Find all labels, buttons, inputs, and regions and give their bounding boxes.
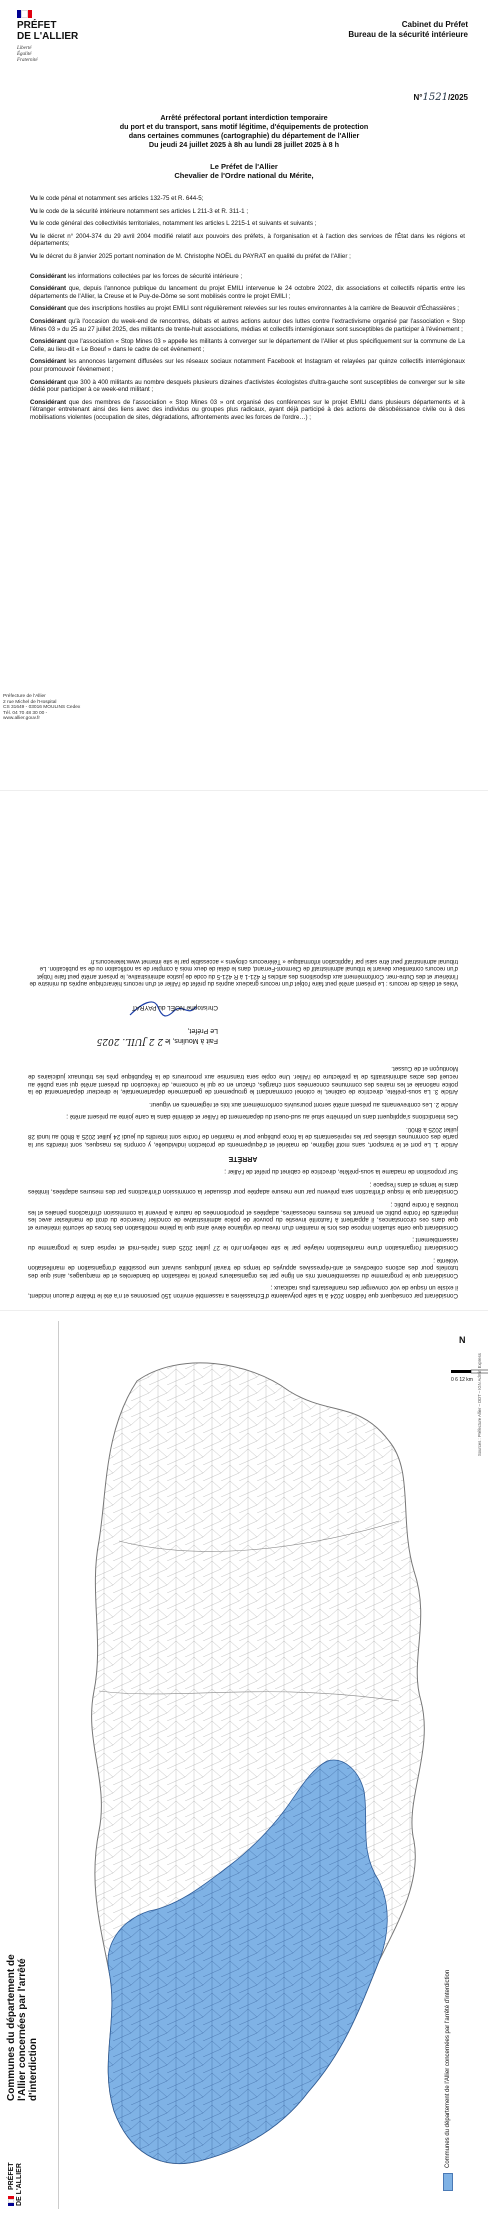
number-suffix: /2025 <box>447 93 468 102</box>
vu-lead: Vu <box>30 252 38 260</box>
department-map <box>59 1321 484 2209</box>
considerant-text: que des membres de l'association « Stop Mines 03 » ont organisé des conférences sur le projet EMILI dans plusieurs départements et à l'étranger entretenant ainsi des liens avec des individus ou groupes plus radicaux, ayant déjà participé à des actions de désobéissance civile ou à des mobilisations violentes (occupation de sites, dégradations, affrontements avec les forces de l'ordre…) ; <box>30 398 465 421</box>
considerant-paragraph: Considérant que le risque d'infraction sera prévenu par une mesure adaptée pour dissuader la commission d'infractions par des mesures adaptées, limitées dans le temps et dans l'espace ; <box>28 1180 458 1196</box>
page-1 <box>0 0 488 790</box>
vu-lead: Vu <box>30 207 38 215</box>
considerant-lead: Considérant <box>30 317 67 325</box>
considerant-paragraph: Considérant que cette situation impose des lors le maintien d'un niveau de vigilance élevé ainsi que la pleine mobilisation des forces de sécurité intérieure et que dans ces circonstances, il appartient à l'autorité investie du pouvoir de police administrative de concilier l'exercice du droit de manifester avec les impératifs de l'ordre public en prenant les mesures nécessaires, adaptées et proportionnées de nature à prévenir la commission d'infractions pénales et les troubles à l'ordre public ; <box>28 1201 458 1231</box>
issuing-service <box>348 20 468 40</box>
vu-paragraph <box>30 233 465 248</box>
map-title <box>6 1841 39 2101</box>
decree-title <box>60 113 428 149</box>
considerant-text: que 300 à 400 militants au nombre desquels plusieurs dizaines d'activistes écologistes d'ultra-gauche sont susceptibles de converger sur le site dédié pour participer à ce week-end militant ; <box>30 378 465 394</box>
decree-body <box>30 195 465 426</box>
map-frame <box>58 1321 484 2209</box>
page-3-map <box>0 1310 488 2214</box>
prefet-line-2: Chevalier de l'Ordre national du Mérite, <box>174 171 314 180</box>
address-line: Préfecture de l'Allier <box>3 694 46 699</box>
considerant-text: que, depuis l'annonce publique du lancement du projet EMILI intervenue le 24 octobre 2022, dix associations et collectifs répartis entre les départements de l'Allier, la Creuse et le Puy-de-Dôme se sont mobilisés contre le projet EMILI ; <box>30 285 465 300</box>
cabinet-label: Cabinet du Préfet <box>401 20 468 29</box>
map-logo-line: DE L'ALLIER <box>16 2163 23 2206</box>
article-2: Article 2. Les contrevenants au présent arrêté seront poursuivis conformément aux lois et règlements en vigueur. <box>149 1100 458 1108</box>
considerant-paragraph <box>30 285 465 300</box>
vu-lead: Vu <box>30 195 38 202</box>
vu-lead: Vu <box>30 220 38 228</box>
title-line-3: dans certaines communes (cartographie) du département de l'Allier <box>128 131 360 140</box>
article-1: Article 1. Le port et le transport, sans motif légitime, de matériel et d'équipements de protection individuelle, y compris les masques, sont interdits sur la partie des communes utilisées par les représentants de la force publique pour le maintien de l'ordre sont interdits du jeudi 24 juillet 2025 à 8h00 au lundi 28 juillet 2025 à 8h00. <box>28 1125 458 1149</box>
prefecture-logo-text <box>17 20 97 42</box>
scale-label: 0 6 12 km <box>451 1377 473 1383</box>
article-3: Article 3. La sous-préfète, directrice de cabinet, le colonel commandant le groupement de gendarmerie départementale, le directeur départemental de la police nationale et les maires des communes concernées sont chargés, chacun en ce qui le concerne, de l'exécution du présent arrêté qui sera publié au recueil des actes administratifs de la préfecture de l'Allier. Une copie sera transmise aux procureurs de la République près les tribunaux judiciaires de Montluçon et de Cusset. <box>28 1065 458 1096</box>
considerant-lead: Considérant <box>30 285 67 293</box>
prefecture-address <box>3 694 80 722</box>
considerant-text: que l'association « Stop Mines 03 » appelle les militants à converger sur le département de l'Allier et plus spécifiquement sur la commune de La Celle, au lieu-dit « Le Boeuf » dans le cadre de cet événement ; <box>30 338 465 353</box>
title-line-4: Du jeudi 24 juillet 2025 à 8h au lundi 28 juillet 2025 à 8 h <box>148 140 340 149</box>
bureau-label: Bureau de la sécurité intérieure <box>348 30 468 39</box>
considerant-text: que des inscriptions hostiles au projet EMILI sont régulièrement relevées sur les routes environnantes à la carrière de Beauvoir d'Échassières ; <box>66 305 460 313</box>
considerant-text: les informations collectées par les forces de sécurité intérieure ; <box>66 272 243 280</box>
legend-swatch <box>443 2173 453 2191</box>
vu-text: le décret n° 2004-374 du 29 avril 2004 modifié relatif aux pouvoirs des préfets, à l'organisation et à l'action des services de l'État dans les régions et départements; <box>30 232 465 248</box>
considerant-paragraph <box>30 273 465 281</box>
address-line: CS 31649 - 03016 MOULINS Cedex <box>3 705 81 711</box>
considerant-lead: Considérant <box>30 272 67 280</box>
republic-motto <box>17 46 38 64</box>
address-line: Tél. 04 70 48 30 00 - <box>3 710 48 716</box>
vu-lead: Vu <box>30 232 38 240</box>
arrete-heading: ARRÊTE <box>228 1154 258 1162</box>
considerant-paragraph <box>30 318 465 333</box>
considerant-lead: Considérant <box>30 358 67 366</box>
logo-line-2: DE L'ALLIER <box>17 31 79 42</box>
stamped-date: 2 2 JUIL. 2025 <box>96 1036 164 1046</box>
map-logo <box>8 2154 24 2206</box>
vu-paragraph <box>30 208 465 216</box>
vu-paragraph <box>30 195 465 203</box>
vu-paragraph <box>30 220 465 228</box>
rotated-page-content <box>0 791 488 1311</box>
vu-text: le code général des collectivités territoriales, notamment les articles L 2215-1 et suivants et suivants ; <box>37 220 317 228</box>
signatory-name: Christophe NOËL du PAYRAT <box>131 1004 218 1011</box>
map-legend <box>443 1970 453 2191</box>
legend-label: Communes du département de l'Allier concernées par l'arrêté d'interdiction <box>445 1969 451 2168</box>
map-title-band <box>0 1311 60 2214</box>
website-link[interactable]: www.allier.gouv.fr <box>3 716 40 722</box>
title-line-2: du port et du transport, sans motif légitime, d'équipements de protection <box>119 122 369 131</box>
handwritten-number: 1521 <box>422 92 448 103</box>
prefet-heading <box>60 162 428 180</box>
map-title-line: d'interdiction <box>28 2038 39 2101</box>
map-title-line: l'Allier concernées par l'arrêté <box>17 1958 28 2101</box>
title-line-1: Arrêté préfectoral portant interdiction temporaire <box>160 113 328 122</box>
considerant-lead: Considérant <box>30 338 67 346</box>
republic-flag-icon <box>17 10 32 18</box>
considerant-paragraph: Considérant que le programme du rassemblement mis en ligne par les organisateurs prévoit la réalisation de banderoles et de marquages, ainsi que des tutoriels pour des actions collectives et anti-répressives appuyés de temps de travail juridiques suivant une possibilité d'organisation de manifestation violente ; <box>28 1256 458 1279</box>
page-2 <box>0 790 488 1311</box>
vu-text: le code pénal et notamment ses articles 132-75 et R. 644-5; <box>37 195 204 202</box>
map-sources: Sources : Préfecture Allier – DDT – IGN Admin Express <box>477 1353 482 1456</box>
prefet-label: Le Préfet, <box>187 1027 218 1034</box>
decree-number <box>414 92 468 103</box>
vu-text: le décret du 8 janvier 2025 portant nomination de M. Christophe NOËL du PAYRAT en qualité du préfet de l'Allier ; <box>37 252 351 260</box>
considerant-paragraph <box>30 305 465 313</box>
proposal-paragraph: Sur proposition de madame la sous-préfète, directrice de cabinet du préfet de l'Allier ; <box>224 1168 458 1176</box>
motto-fraternite: Fraternité <box>17 58 38 63</box>
considerant-paragraph: Considérant l'organisation d'une manifestation relayée par le site rebellyon.info le 27 juillet 2025 dans l'après-midi et reprise dans le programme du rassemblement ; <box>28 1236 458 1252</box>
prefet-line-1: Le Préfet de l'Allier <box>210 162 278 171</box>
north-arrow-icon: N <box>459 1335 466 1345</box>
motto-liberte: Liberté <box>17 46 32 51</box>
number-prefix: N° <box>413 93 423 102</box>
fait-label: Fait à Moulins, le <box>165 1037 218 1044</box>
considerant-text: les annonces largement diffusées sur les réseaux sociaux notamment Facebook et Instagram et relayées par quinze collectifs interrégionaux pour promouvoir l'événement ; <box>30 358 465 373</box>
logo-line-1: PRÉFET <box>17 20 57 31</box>
considerant-paragraph <box>30 338 465 353</box>
considerant-lead: Considérant <box>30 305 67 313</box>
map-logo-line: PRÉFET <box>8 2162 15 2191</box>
appeal-notice: Voies et délais de recours : Le présent arrêté peut faire l'objet d'un recours gracieux auprès du préfet de l'Allier et d'un recours hiérarchique auprès du ministre de l'intérieur et des Outre-mer. Conformément aux dispositions des articles R 421-1 à R 421-5 du code de justice administrative, le présent arrêté peut faire l'objet d'un recours contentieux devant le tribunal administratif de Clermont-Ferrand, dans le délai de deux mois à compter de sa notification ou de sa publication. Le tribunal administratif peut être saisi par l'application informatique « Télérecours citoyens » accessible par le site internet www.telerecours.fr <box>29 957 458 986</box>
considerant-paragraph <box>30 399 465 422</box>
considerant-text: qu'à l'occasion du week-end de rencontres, débats et autres actions autour des luttes contre l'extractivisme organisé par l'association « Stop Mines 03 » du 25 au 27 juillet 2025, des militants de trente-huit associations, médias et collectifs interrégionaux sont susceptibles de participer à l'événement ; <box>30 317 465 333</box>
page-2-body <box>28 1060 458 1299</box>
scale-bar-graphic <box>451 1369 488 1375</box>
considerant-lead: Considérant <box>30 398 67 406</box>
vu-paragraph <box>30 253 465 261</box>
article-1-perimeter: Ces interdictions s'appliquent dans un périmètre situé au sud-ouest du département de l'Allier et délimité dans la carte jointe au présent arrêté ; <box>66 1113 458 1121</box>
vu-text: le code de la sécurité intérieure notamment ses articles L 211-3 et R. 311-1 ; <box>37 207 249 215</box>
considerant-paragraph: Considérant par conséquent que l'édition 2024 à la salle polyvalente d'Échassières a rassemblé environ 150 personnes et n'a été le théâtre d'aucun incident, il existe un risque de voir converger des manifestants plus radicaux ; <box>28 1284 458 1299</box>
considerant-paragraph <box>30 358 465 373</box>
considerant-lead: Considérant <box>30 378 67 386</box>
signature-place-date <box>97 1025 218 1046</box>
scale-bar <box>451 1369 488 1383</box>
map-title-line: Communes du département de <box>6 1954 17 2101</box>
considerant-paragraph <box>30 379 465 394</box>
address-line: 2 rue Michel de l'Hospital <box>3 699 57 705</box>
republic-flag-icon <box>8 2196 14 2206</box>
motto-egalite: Égalité <box>17 52 32 57</box>
